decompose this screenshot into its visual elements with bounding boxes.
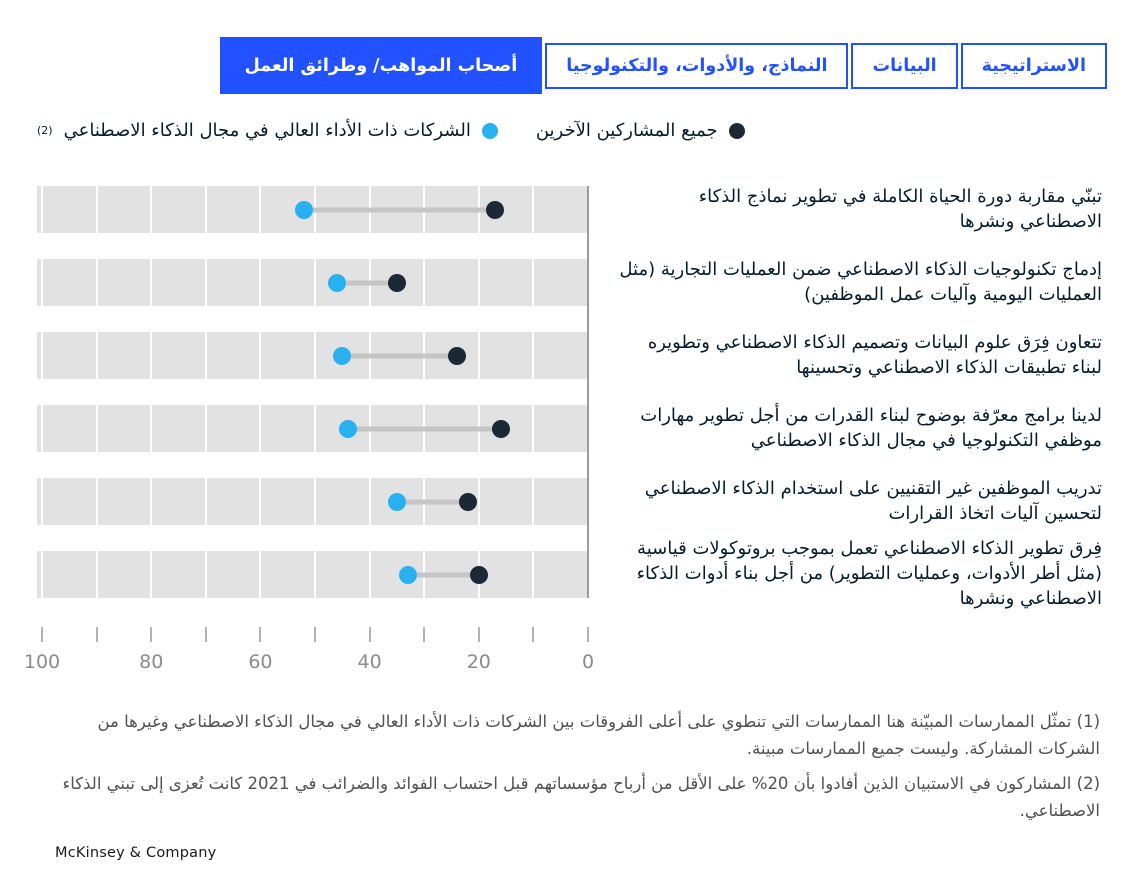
gridline — [41, 259, 43, 306]
chart-row-label-cell — [612, 392, 1102, 465]
connector-line — [408, 572, 479, 577]
axis-tick — [259, 627, 261, 642]
tab-strategy[interactable]: الاستراتيجية — [961, 43, 1107, 89]
gridline — [532, 405, 534, 452]
gridline — [532, 186, 534, 233]
high-performers-dot — [399, 566, 417, 584]
tab-data[interactable]: البيانات — [851, 43, 957, 89]
chart-row-label-cell — [612, 319, 1102, 392]
gridline — [205, 478, 207, 525]
all-others-dot — [459, 493, 477, 511]
row-labels-column — [612, 173, 1102, 683]
gridline — [205, 332, 207, 379]
axis-tick — [532, 627, 534, 642]
connector-line — [304, 207, 495, 212]
legend-dot-all_others — [729, 123, 745, 139]
gridline — [369, 551, 371, 598]
all-others-dot — [388, 274, 406, 292]
logo-row — [55, 842, 216, 861]
row-band — [37, 259, 588, 306]
axis-tick-label: 100 — [23, 651, 61, 673]
axis-tick — [41, 627, 43, 642]
gridline — [150, 259, 152, 306]
high-performers-dot — [388, 493, 406, 511]
all-others-dot — [470, 566, 488, 584]
gridline — [96, 259, 98, 306]
chart-row — [37, 173, 588, 246]
legend-dot-high_performers — [482, 123, 498, 139]
gridline — [96, 332, 98, 379]
row-label: تتعاون فِرَق علوم البيانات وتصميم الذكاء الاصطناعي وتطويره لبناء تطبيقات الذكاء الاصطناعي وتحسينها — [647, 331, 1102, 378]
axis-tick-label: 80 — [139, 651, 164, 673]
high-performers-dot — [339, 420, 357, 438]
connector-line — [342, 353, 457, 358]
axis-tick-label: 60 — [248, 651, 273, 673]
chart-row-label-cell — [612, 246, 1102, 319]
gridline — [259, 478, 261, 525]
gridline — [259, 186, 261, 233]
x-axis — [23, 627, 595, 683]
chart-row-label-cell — [612, 173, 1102, 246]
chart-legend — [0, 120, 1137, 141]
row-band — [37, 186, 588, 233]
axis-tick — [587, 627, 589, 642]
gridline — [532, 478, 534, 525]
gridline — [314, 259, 316, 306]
gridline — [259, 405, 261, 452]
gridline — [96, 551, 98, 598]
chart-row-label-cell — [612, 465, 1102, 538]
gridline — [41, 405, 43, 452]
all-others-dot — [448, 347, 466, 365]
gridline — [314, 551, 316, 598]
dumbbell-chart — [0, 173, 1137, 683]
row-label: لدينا برامج معرّفة بوضوح لبناء القدرات من أجل تطوير مهارات موظفي التكنولوجيا في مجال الذكاء الاصطناعي — [640, 404, 1102, 451]
legend-label: جميع المشاركين الآخرين — [535, 120, 718, 141]
legend-superscript: (2) — [37, 124, 53, 137]
footnote-1: (1) تمثّل الممارسات المبيّنة هنا الممارسات التي تنطوي على أعلى الفروقات بين الشركات ذات الأداء العالي في مجال الذكاء الاصطناعي وغيرها من الشركات المشاركة. وليست جميع الممارسات مبينة. — [97, 712, 1100, 758]
row-band — [37, 551, 588, 598]
gridline — [532, 259, 534, 306]
gridline — [150, 478, 152, 525]
chart-row — [37, 392, 588, 465]
gridline — [478, 259, 480, 306]
gridline — [532, 551, 534, 598]
chart-row — [37, 465, 588, 538]
gridline — [423, 259, 425, 306]
gridline — [41, 332, 43, 379]
high-performers-dot — [295, 201, 313, 219]
legend-label: الشركات ذات الأداء العالي في مجال الذكاء الاصطناعي — [63, 120, 471, 141]
gridline — [205, 186, 207, 233]
axis-tick — [369, 627, 371, 642]
axis-tick — [478, 627, 480, 642]
gridline — [205, 551, 207, 598]
axis-tick-label: 40 — [357, 651, 382, 673]
chart-row — [37, 538, 588, 611]
chart-row — [37, 246, 588, 319]
tab-talent-ways-of-working[interactable]: أصحاب المواهب/ وطرائق العمل — [220, 37, 543, 94]
gridline — [41, 186, 43, 233]
gridline — [96, 186, 98, 233]
legend-item-all_others — [536, 120, 745, 141]
row-label: فِرق تطوير الذكاء الاصطناعي تعمل بموجب بروتوكولات قياسية (مثل أطر الأدوات، وعمليات التطوير) من أجل بناء أدوات الذكاء الاصطناعي ونشرها — [636, 538, 1102, 609]
high-performers-dot — [333, 347, 351, 365]
tab-models-tools-technology[interactable]: النماذج، والأدوات، والتكنولوجيا — [545, 43, 848, 89]
gridline — [259, 259, 261, 306]
row-band — [37, 405, 588, 452]
axis-tick — [423, 627, 425, 642]
row-label: تدريب الموظفين غير التقنيين على استخدام الذكاء الاصطناعي لتحسين آليات اتخاذ القرارات — [644, 477, 1102, 524]
gridline — [150, 551, 152, 598]
gridline — [96, 478, 98, 525]
row-band — [37, 332, 588, 379]
axis-tick — [150, 627, 152, 642]
chart-row-label-cell — [612, 538, 1102, 611]
axis-baseline — [587, 186, 589, 598]
chart-row — [37, 319, 588, 392]
gridline — [41, 478, 43, 525]
company-logo: McKinsey & Company — [55, 845, 217, 861]
gridline — [150, 332, 152, 379]
gridline — [314, 332, 316, 379]
axis-tick-label: 20 — [466, 651, 491, 673]
all-others-dot — [486, 201, 504, 219]
plot-area — [23, 173, 595, 683]
connector-line — [397, 499, 468, 504]
gridline — [478, 332, 480, 379]
gridline — [150, 405, 152, 452]
gridline — [314, 478, 316, 525]
row-label: تبنّي مقاربة دورة الحياة الكاملة في تطوير نماذج الذكاء الاصطناعي ونشرها — [698, 185, 1102, 232]
gridline — [41, 551, 43, 598]
gridline — [205, 405, 207, 452]
row-label: إدماج تكنولوجيات الذكاء الاصطناعي ضمن العمليات التجارية (مثل العمليات اليومية وآليات عمل الموظفين) — [619, 258, 1102, 305]
gridline — [532, 332, 534, 379]
connector-line — [348, 426, 501, 431]
high-performers-dot — [328, 274, 346, 292]
gridline — [96, 405, 98, 452]
gridline — [478, 478, 480, 525]
axis-tick — [205, 627, 207, 642]
gridline — [150, 186, 152, 233]
gridline — [259, 332, 261, 379]
row-band — [37, 478, 588, 525]
footnotes — [0, 709, 1137, 825]
gridline — [314, 405, 316, 452]
gridline — [369, 478, 371, 525]
gridline — [259, 551, 261, 598]
gridline — [205, 259, 207, 306]
axis-tick — [96, 627, 98, 642]
axis-tick — [314, 627, 316, 642]
tab-bar — [0, 0, 1137, 94]
axis-tick-label: 0 — [581, 651, 595, 673]
footnote-2: (2) المشاركون في الاستبيان الذين أفادوا بأن 20% على الأقل من أرباح مؤسساتهم قبل احتساب الفوائد والضرائب في 2021 كانت تُعزى إلى تبني الذكاء الاصطناعي. — [62, 774, 1100, 821]
all-others-dot — [492, 420, 510, 438]
legend-item-high_performers — [37, 120, 498, 141]
